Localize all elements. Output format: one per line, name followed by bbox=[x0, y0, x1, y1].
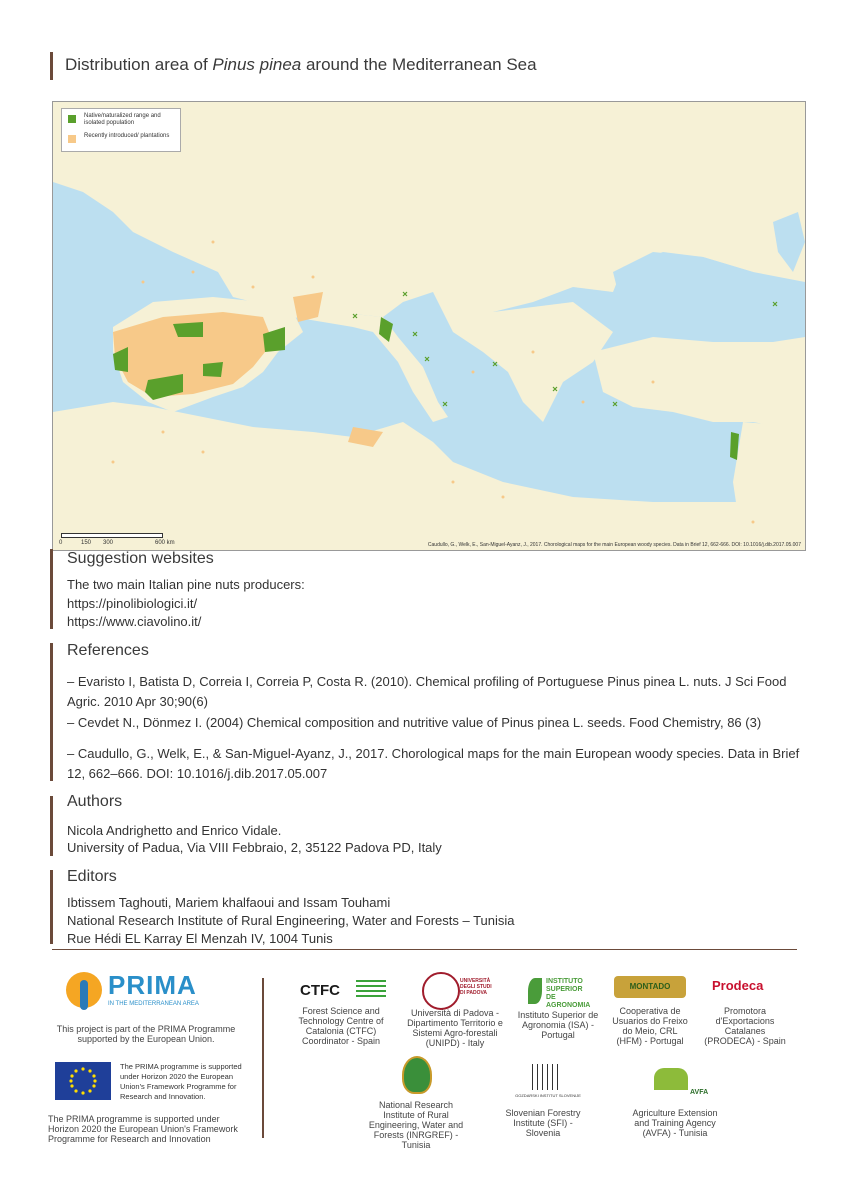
reference-1: – Evaristo I, Batista D, Correia I, Correia P, Costa R. (2010). Chemical profiling of Portuguese Pinus pinea L. nuts. J Sci Food Agric. 2010 Apr 30;90(6) bbox=[67, 674, 787, 709]
footer-divider bbox=[52, 949, 797, 950]
references-accent-bar bbox=[50, 643, 53, 781]
scale-label-150: 150 bbox=[81, 540, 92, 546]
reference-3: – Caudullo, G., Welk, E., & San-Miguel-Ayanz, J., 2017. Chorological maps for the main European woody species. Data in Brief 12, 662–666. DOI: 10.1016/j.dib.2017.05.007 bbox=[67, 746, 800, 781]
scale-label-0: 0 bbox=[59, 540, 63, 546]
sfi-logo-text: GOZDARSKI INSTITUT SLOVENIJE bbox=[515, 1093, 581, 1098]
prima-logo bbox=[66, 970, 236, 1018]
legend-native-swatch bbox=[68, 115, 76, 123]
ctfc-logo: CTFC bbox=[300, 982, 340, 999]
prima-logo-text: PRIMA bbox=[108, 970, 197, 1000]
partner-ctfc: Forest Science and Technology Centre of Catalonia (CTFC) Coordinator - Spain bbox=[298, 1006, 384, 1046]
partner-avfa: Agriculture Extension and Training Agency (AVFA) - Tunisia bbox=[632, 1108, 718, 1138]
hfm-logo: MONTADO bbox=[614, 976, 686, 998]
editors-names: Ibtissem Taghouti, Mariem khalfaoui and Issam Touhami bbox=[67, 895, 391, 910]
legend-native-label: Native/naturalized range and isolated population bbox=[84, 113, 161, 126]
authors-accent-bar bbox=[50, 796, 53, 856]
ctfc-logo-lines bbox=[356, 980, 386, 998]
map-scale-labels bbox=[59, 540, 199, 548]
eu-stars-icon bbox=[55, 1062, 111, 1100]
scale-label-300: 300 bbox=[103, 540, 114, 546]
scale-label-600: 600 km bbox=[155, 540, 175, 546]
suggestions-accent-bar bbox=[50, 549, 53, 629]
partner-inrgref: National Research Institute of Rural Engineering, Water and Forests (INRGREF) - Tunisia bbox=[368, 1100, 464, 1150]
eu-flag bbox=[55, 1062, 111, 1100]
prodeca-logo: Prodeca bbox=[712, 978, 764, 993]
prima-wheat-icon bbox=[80, 980, 88, 1010]
authors-names: Nicola Andrighetto and Enrico Vidale. bbox=[67, 823, 282, 838]
references-title: References bbox=[67, 642, 149, 659]
inrgref-logo-icon bbox=[402, 1056, 432, 1094]
suggestions-link-1[interactable]: https://pinolibiologici.it/ bbox=[67, 596, 198, 611]
map-citation: Caudullo, G., Welk, E., San-Miguel-Ayanz, J., 2017. Chorological maps for the main European woody species. Data in Brief 12, 662-666. DOI: 10.1016/j.dib.2017.05.007 bbox=[427, 542, 801, 548]
map-legend bbox=[61, 108, 181, 152]
editors-institute: National Research Institute of Rural Engineering, Water and Forests – Tunisia bbox=[67, 913, 515, 928]
partner-isa: Instituto Superior de Agronomia (ISA) - Portugal bbox=[517, 1010, 599, 1040]
authors-title: Authors bbox=[67, 793, 123, 810]
partner-prodeca: Promotora d'Exportacions Catalanes (PRODECA) - Spain bbox=[704, 1006, 786, 1046]
unipd-seal-icon bbox=[422, 972, 460, 1010]
title-accent-bar bbox=[50, 52, 53, 80]
editors-accent-bar bbox=[50, 870, 53, 944]
page-title: Distribution area of Pinus pinea around the Mediterranean Sea bbox=[65, 55, 537, 74]
partner-hfm: Cooperativa de Usuarios do Freixo do Meio, CRL (HFM) - Portugal bbox=[612, 1006, 688, 1046]
suggestions-title: Suggestion websites bbox=[67, 550, 214, 567]
avfa-logo-icon bbox=[654, 1068, 688, 1090]
partner-unipd: Università di Padova - Dipartimento Territorio e Sistemi Agro-forestali (UNIPD) - Italy bbox=[407, 1008, 503, 1048]
avfa-logo-text: AVFA bbox=[690, 1089, 709, 1096]
authors-affiliation: University of Padua, Via VIII Febbraio, 2, 35122 Padova PD, Italy bbox=[67, 840, 442, 855]
prima-programme-note: This project is part of the PRIMA Programme supported by the European Union. bbox=[56, 1024, 236, 1044]
footer-vertical-divider bbox=[262, 978, 264, 1138]
unipd-logo-text: UNIVERSITÀ DEGLI STUDI DI PADOVA bbox=[460, 978, 492, 996]
isa-leaf-icon bbox=[528, 978, 542, 1004]
reference-2: – Cevdet N., Dönmez I. (2004) Chemical composition and nutritive value of Pinus pinea L. seeds. Food Chemistry, 86 (3) bbox=[67, 715, 762, 730]
editors-address: Rue Hédi EL Karray El Menzah IV, 1004 Tunis bbox=[67, 931, 333, 946]
suggestions-line-1: The two main Italian pine nuts producers: bbox=[67, 577, 305, 592]
sfi-tree-icon bbox=[532, 1064, 560, 1090]
partner-sfi: Slovenian Forestry Institute (SFI) - Slovenia bbox=[505, 1108, 581, 1138]
map-scale-bar bbox=[61, 533, 163, 538]
map-graphic bbox=[53, 102, 805, 550]
isa-logo-text: INSTITUTO SUPERIOR DE AGRONOMIA bbox=[546, 978, 591, 1009]
legend-introduced-swatch bbox=[68, 135, 76, 143]
editors-title: Editors bbox=[67, 868, 117, 885]
eu-programme-note: The PRIMA programme is supported under Horizon 2020 the European Union's Framework Programme for Research and Innovation. bbox=[120, 1062, 242, 1101]
prima-logo-sub: IN THE MEDITERRANEAN AREA bbox=[108, 1001, 199, 1007]
prima-footer-note: The PRIMA programme is supported under Horizon 2020 the European Union's Framework Programme for Research and Innovation bbox=[48, 1114, 238, 1144]
legend-introduced-label: Recently introduced/ plantations bbox=[84, 133, 170, 139]
suggestions-link-2[interactable]: https://www.ciavolino.it/ bbox=[67, 614, 202, 629]
distribution-map bbox=[52, 101, 806, 551]
